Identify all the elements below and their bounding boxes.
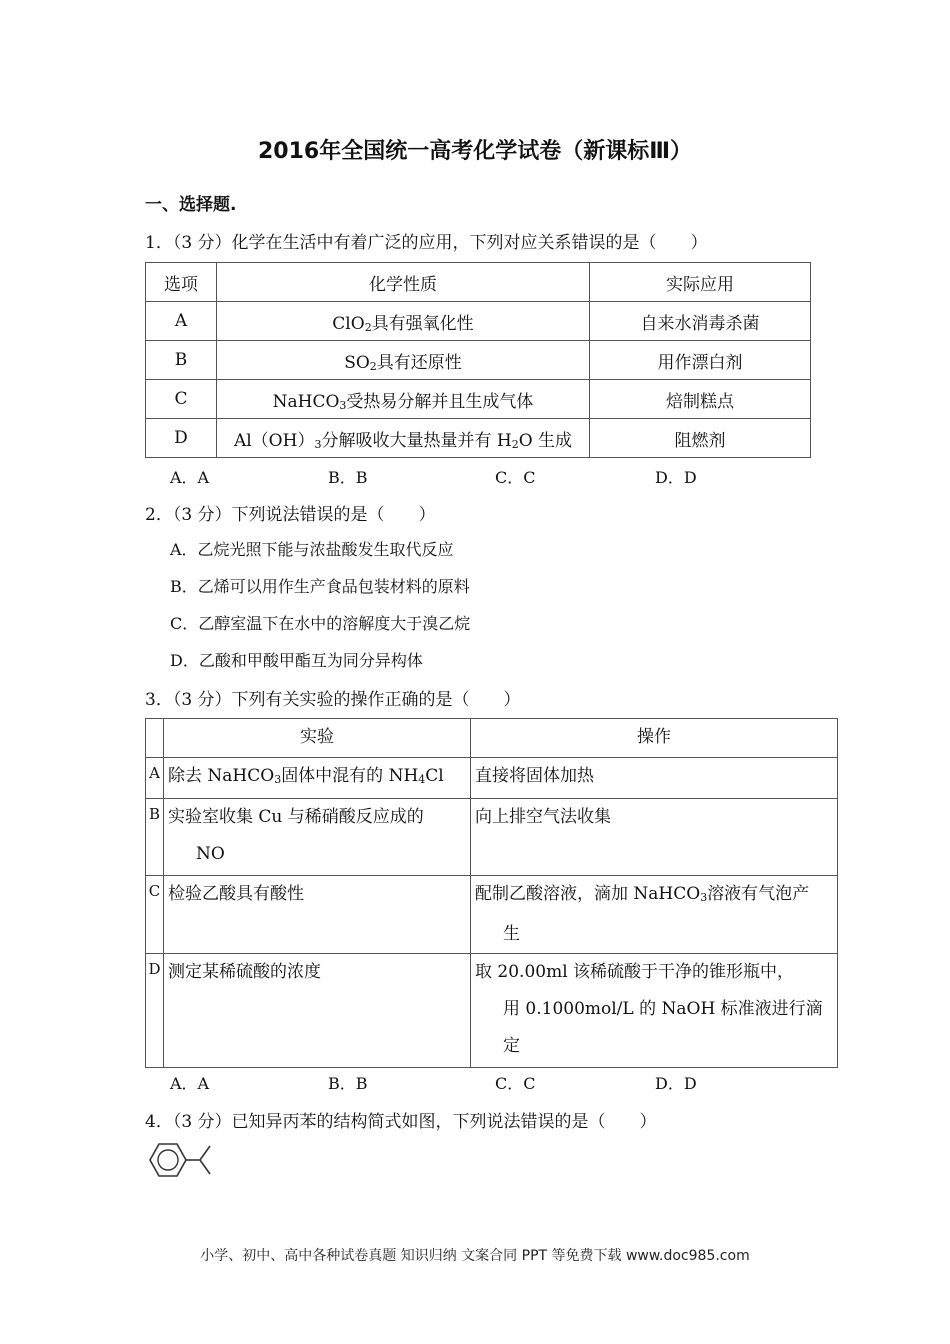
table-row: [146, 341, 811, 380]
row-label: D: [146, 419, 217, 458]
property-cell: NaHCO$_3$受热易分解并且生成气体: [217, 380, 590, 419]
application-cell: 自来水消毒杀菌: [590, 302, 811, 341]
row-label: A: [146, 302, 217, 341]
page-footer: 小学、初中、高中各种试卷真题 知识归纳 文案合同 PPT 等免费下载 www.doc985.com: [200, 1248, 750, 1264]
table-row: [146, 758, 838, 799]
header-cell: 实际应用: [590, 263, 811, 302]
experiment-cell: 测定某稀硫酸的浓度: [164, 954, 471, 1068]
table-row: [146, 380, 811, 419]
table-row: [146, 799, 838, 876]
row-label: C: [146, 876, 164, 954]
q3-answer-d[interactable]: D．D: [655, 1074, 697, 1093]
property-cell: $SO_2$具有还原性: [217, 341, 590, 380]
q2-option-a[interactable]: A．乙烷光照下能与浓盐酸发生取代反应: [170, 540, 454, 559]
operation-cell: 配制乙酸溶液，滴加 NaHCO$_3$溶液有气泡产 生: [471, 876, 838, 954]
isopropylbenzene-structure: [142, 1138, 222, 1182]
operation-cell: 取 20.00ml 该稀硫酸于干净的锥形瓶中， 用 0.1000mol/L 的 NaOH 标准液进行滴 定: [471, 954, 838, 1068]
property-cell: ClO$_2$具有强氧化性: [217, 302, 590, 341]
header-cell: 操作: [471, 719, 838, 758]
header-cell: 实验: [164, 719, 471, 758]
header-cell: 选项: [146, 263, 217, 302]
page-title: 2016年全国统一高考化学试卷（新课标Ⅲ）: [257, 139, 693, 164]
q1-answer-a[interactable]: A．A: [170, 468, 210, 487]
row-label: B: [146, 341, 217, 380]
table-row: [146, 302, 811, 341]
q1-table: [145, 262, 811, 458]
q2-option-c[interactable]: C．乙醇室温下在水中的溶解度大于溴乙烷: [170, 614, 471, 633]
q1-answer-b[interactable]: B．B: [328, 468, 368, 487]
q1-answer-d[interactable]: D．D: [655, 468, 697, 487]
q1-stem: 1．（3 分）化学在生活中有着广泛的应用，下列对应关系错误的是（ ）: [145, 233, 708, 253]
header-cell: [146, 719, 164, 758]
row-label: C: [146, 380, 217, 419]
q3-answer-c[interactable]: C．C: [495, 1074, 536, 1093]
row-label: D: [146, 954, 164, 1068]
property-cell: $Al(OH)_3$分解吸收大量热量并有 $H_2O$ 生成: [217, 419, 590, 458]
table-row: [146, 263, 811, 302]
operation-cell: 向上排空气法收集: [471, 799, 838, 876]
q3-stem: 3．（3 分）下列有关实验的操作正确的是（ ）: [145, 690, 521, 710]
experiment-cell: 实验室收集 Cu 与稀硝酸反应成的 NO: [164, 799, 471, 876]
q3-answer-b[interactable]: B．B: [328, 1074, 368, 1093]
table-row: [146, 719, 838, 758]
q2-option-d[interactable]: D．乙酸和甲酸甲酯互为同分异构体: [170, 651, 423, 670]
application-cell: 焙制糕点: [590, 380, 811, 419]
table-row: [146, 954, 838, 1068]
table-row: [146, 419, 811, 458]
q4-stem: 4．（3 分）已知异丙苯的结构简式如图，下列说法错误的是（ ）: [145, 1112, 657, 1132]
q2-option-b[interactable]: B．乙烯可以用作生产食品包装材料的原料: [170, 577, 470, 596]
experiment-cell: 检验乙酸具有酸性: [164, 876, 471, 954]
section-heading: 一、选择题.: [145, 195, 237, 215]
table-row: [146, 876, 838, 954]
application-cell: 阻燃剂: [590, 419, 811, 458]
q2-stem: 2．（3 分）下列说法错误的是（ ）: [145, 505, 436, 525]
operation-cell: 直接将固体加热: [471, 758, 838, 799]
q3-answer-a[interactable]: A．A: [170, 1074, 210, 1093]
row-label: A: [146, 758, 164, 799]
q1-answer-c[interactable]: C．C: [495, 468, 536, 487]
row-label: B: [146, 799, 164, 876]
application-cell: 用作漂白剂: [590, 341, 811, 380]
q3-table: [145, 718, 838, 1068]
header-cell: 化学性质: [217, 263, 590, 302]
experiment-cell: 除去 NaHCO$_3$固体中混有的 $NH_4Cl$: [164, 758, 471, 799]
